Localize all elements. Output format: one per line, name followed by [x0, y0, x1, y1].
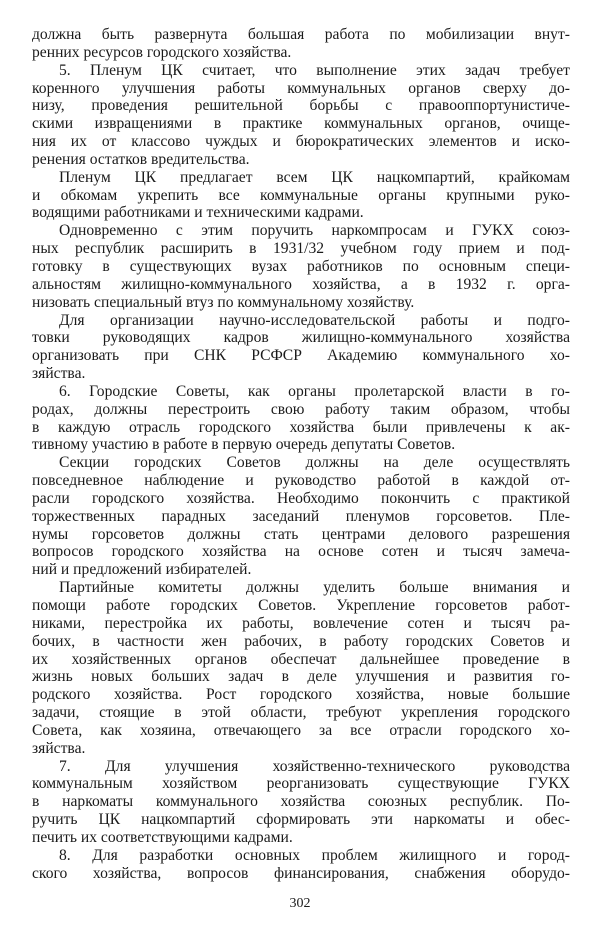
text-line: в наркоматы коммунального хозяйства союзных республик. По-: [32, 793, 570, 811]
text-line: торжественных парадных заседаний пленумов горсоветов. Пле-: [32, 507, 570, 525]
paragraph: [32, 383, 570, 454]
paragraph: [32, 222, 570, 311]
text-line: товки руководящих кадров жилищно-коммунального хозяйства: [32, 329, 570, 347]
text-line: ния их от классово чуждых и бюрократических элементов и иско-: [32, 133, 570, 151]
text-line: жизнь новых больших задач в деле улучшения и развития го-: [32, 668, 570, 686]
paragraph: [32, 454, 570, 579]
text-line: водящими работниками и техническими кадрами.: [32, 204, 364, 222]
text-line: родского хозяйства. Рост городского хозяйства, новые большие: [32, 686, 570, 704]
paragraph: [32, 169, 570, 223]
text-line: Партийные комитеты должны уделить больше внимания и: [59, 579, 570, 597]
text-line: Секции городских Советов должны на деле осуществлять: [59, 454, 570, 472]
text-line: ренения остатков вредительства.: [32, 150, 250, 168]
text-line: ренних ресурсов городского хозяйства.: [32, 43, 292, 61]
text-line: помощи работе городских Советов. Укрепление горсоветов работ-: [32, 597, 570, 614]
text-line: ского хозяйства, вопросов финансирования, снабжения оборудо-: [32, 864, 570, 882]
page-number: 302: [289, 896, 311, 911]
paragraph: [32, 312, 570, 383]
text-line: в каждую отрасль городского хозяйства были привлечены к ак-: [32, 418, 570, 436]
text-line: коренного улучшения работы коммунальных органов сверху до-: [32, 79, 570, 97]
paragraph: [32, 579, 570, 757]
text-line: коммунальным хозяйством реорганизовать существующие ГУКХ: [32, 775, 570, 793]
text-line: 6. Городские Советы, как органы пролетарской власти в го-: [59, 382, 570, 400]
paragraph: [32, 62, 570, 169]
text-line: Одновременно с этим поручить наркомпросам и ГУКХ союз-: [59, 222, 570, 240]
text-line: бочих, в частности жен рабочих, в работу городских Советов и: [32, 632, 570, 650]
text-line: Пленум ЦК предлагает всем ЦК нацкомпартий, крайкомам: [59, 168, 570, 186]
text-line: низу, проведения решительной борьбы с правооппортунистиче-: [32, 97, 570, 115]
text-line: скими извращениями в практике коммунальных органов, очище-: [32, 115, 570, 133]
text-line: печить их соответствующими кадрами.: [32, 828, 293, 846]
text-line: ний и предложений избирателей.: [32, 561, 252, 579]
text-line: зяйства.: [32, 739, 86, 757]
text-line: нумы горсоветов должны стать центрами делового разрешения: [32, 525, 570, 543]
text-line: вопросов городского хозяйства на основе сотен и тысяч замеча-: [32, 543, 570, 561]
text-line: Для организации научно-исследовательской работы и подго-: [59, 311, 570, 329]
paragraph: [32, 847, 570, 883]
text-line: альностям жилищно-коммунального хозяйства, а в 1932 г. орга-: [32, 275, 570, 293]
text-line: организовать при СНК РСФСР Академию коммунального хо-: [32, 347, 570, 365]
text-line: родах, должны перестроить свою работу таким образом, чтобы: [32, 400, 570, 418]
text-line: 8. Для разработки основных проблем жилищного и город-: [59, 846, 570, 864]
paragraph: [32, 26, 570, 62]
document-page: [32, 26, 570, 883]
text-line: ручить ЦК нацкомпартий сформировать эти наркоматы и обес-: [32, 811, 570, 829]
text-line: повседневное наблюдение и руководство работой в каждой от-: [32, 472, 570, 490]
text-line: задачи, стоящие в этой области, требуют укрепления городского: [32, 704, 570, 722]
text-line: Совета, как хозяина, отвечающего за все отрасли городского хо-: [32, 721, 570, 739]
text-line: 7. Для улучшения хозяйственно-технического руководства: [59, 757, 570, 775]
paragraph: [32, 758, 570, 847]
text-line: и обкомам укрепить все коммунальные органы крупными руко-: [32, 186, 570, 204]
text-line: 5. Пленум ЦК считает, что выполнение этих задач требует: [59, 61, 570, 79]
text-line: ных республик расширить в 1931/32 учебном году прием и под-: [32, 240, 570, 258]
text-line: расли городского хозяйства. Необходимо покончить с практикой: [32, 489, 570, 507]
text-line: должна быть развернута большая работа по мобилизации внут-: [32, 26, 570, 43]
text-line: тивному участию в работе в первую очередь депутаты Советов.: [32, 436, 456, 454]
text-line: низовать специальный втуз по коммунальному хозяйству.: [32, 293, 415, 311]
text-line: их хозяйственных органов обеспечат дальнейшее проведение в: [32, 650, 570, 668]
text-line: зяйства.: [32, 365, 86, 383]
text-line: никами, перестройка их работы, вовлечение сотен и тысяч ра-: [32, 614, 570, 632]
text-line: готовку в существующих вузах работников по основным специ-: [32, 257, 570, 275]
